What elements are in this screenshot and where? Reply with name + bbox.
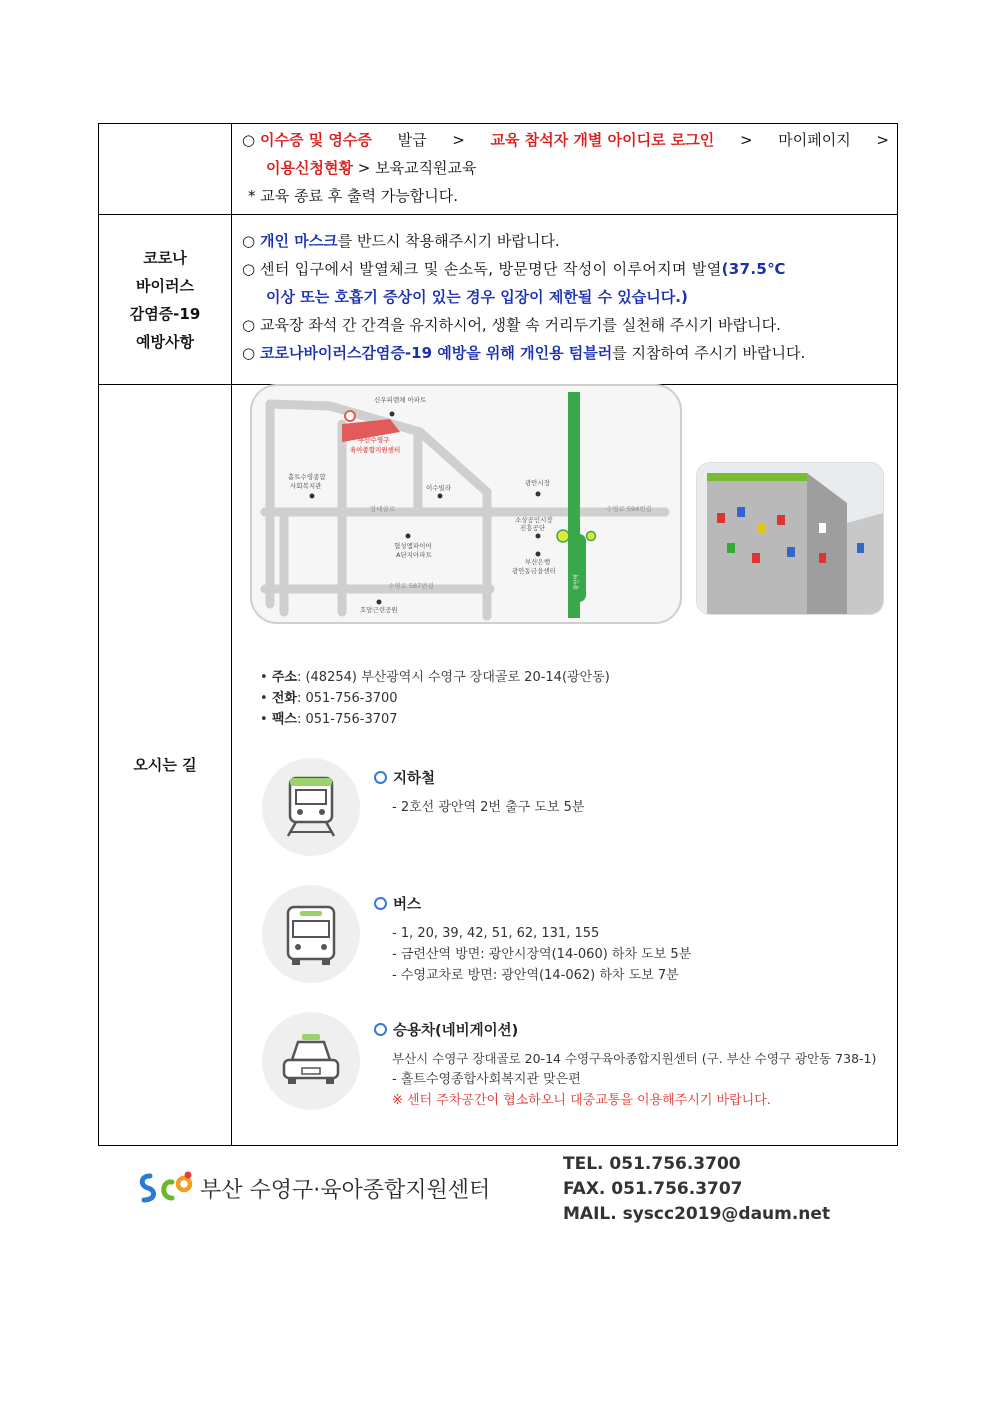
building-photo xyxy=(696,462,884,615)
address-label: 주소 xyxy=(271,670,297,685)
exit-2-icon xyxy=(557,530,569,542)
directions-label: 오시는 길 xyxy=(99,385,232,1146)
status-highlight: 이용신청현황 xyxy=(266,159,353,177)
arrow-sep: > xyxy=(357,159,371,177)
text-mypage: 마이페이지 xyxy=(778,131,851,149)
map-label-road: 수영로 594번길 xyxy=(606,505,652,513)
certificate-note: * 교육 종료 후 출력 가능합니다. xyxy=(248,187,458,205)
certificate-row xyxy=(99,124,898,215)
fax-label: 팩스 xyxy=(271,712,297,727)
map-label-bank: 부산은행 xyxy=(525,558,551,566)
subway-title-text: 지하철 xyxy=(393,771,436,787)
org-logo-icon xyxy=(138,1170,196,1210)
certificate-line-2 xyxy=(242,154,889,182)
parking-warning: ※ 센터 주차공간이 협소하오니 대중교통을 이용해주시기 바랍니다. xyxy=(392,1093,771,1108)
footer-fax: FAX. 051.756.3707 xyxy=(563,1179,743,1199)
bus-lines xyxy=(392,923,691,986)
text-staff-edu: 보육교직원교육 xyxy=(375,159,477,177)
corona-text: 를 반드시 착용해주시기 바랍니다. xyxy=(337,232,560,250)
corona-content xyxy=(232,215,898,385)
fax-line: • 팩스: 051-756-3707 xyxy=(260,712,398,727)
map-label-station: 광안역 xyxy=(574,574,580,590)
tumbler-highlight: 코로나바이러스감염증-19 예방을 위해 개인용 텀블러 xyxy=(260,344,613,362)
bullet-icon xyxy=(374,897,387,910)
certificate-line-1: ○ 이수증 및 영수증 발급 > 교육 참석자 개별 아이디로 로그인 > 마이페이지 > xyxy=(242,126,889,154)
map-label-road: 장대골로 xyxy=(370,505,396,513)
car-line: 부산시 수영구 장대골로 20-14 수영구육아종합지원센터 (구. 부산 수영구 광안동 738-1) xyxy=(392,1051,877,1066)
map-label-center: 부산수영구 xyxy=(358,436,390,444)
map-label-villa: 이수빌라 xyxy=(426,484,452,492)
mask-highlight: 개인 마스크 xyxy=(260,232,338,250)
car-line: - 홀트수영종합사회복지관 맞은편 xyxy=(392,1072,581,1087)
phone-line: • 전화: 051-756-3700 xyxy=(260,691,398,706)
subway-text: - 2호선 광안역 2번 출구 도보 5분 xyxy=(392,800,585,815)
org-name: 부산 수영구·육아종합지원센터 xyxy=(200,1178,491,1203)
corona-item-2-cont xyxy=(242,283,889,311)
corona-label xyxy=(99,215,232,385)
arrow-sep: > xyxy=(876,131,889,149)
bullet-icon xyxy=(374,1023,387,1036)
corona-label-line: 예방사항 xyxy=(136,332,194,351)
station-marker xyxy=(572,534,586,602)
corona-row xyxy=(99,215,898,385)
phone-value: : 051-756-3700 xyxy=(296,691,398,706)
bus-line: - 금련산역 방면: 광안시장역(14-060) 하차 도보 5분 xyxy=(392,947,692,962)
building-illustration xyxy=(697,463,883,614)
corona-label-line: 코로나 xyxy=(143,248,187,267)
corona-text: 를 지참하여 주시기 바랍니다. xyxy=(612,344,806,362)
arrow-sep: > xyxy=(452,131,465,149)
location-map xyxy=(250,384,682,624)
text-issue: 발급 xyxy=(397,131,427,149)
address-line: • 주소: (48254) 부산광역시 수영구 장대골로 20-14(광안동) xyxy=(260,670,610,685)
car-title-text: 승용차(네비게이션) xyxy=(393,1023,519,1039)
car-icon xyxy=(262,1012,360,1110)
map-label-welfare: 홀트수영종합 xyxy=(288,473,326,481)
map-label-apt2: A단지아파트 xyxy=(396,551,432,559)
fax-value: : 051-756-3707 xyxy=(296,712,398,727)
map-label-center: 육아종합지원센터 xyxy=(350,446,401,454)
map-label-sbiz: 진흥공단 xyxy=(520,524,546,532)
map-label-park: 호암근린공원 xyxy=(360,606,398,614)
corona-text: 센터 입구에서 발열체크 및 손소독, 방문명단 작성이 이루어지며 발열 xyxy=(260,260,722,278)
info-table xyxy=(98,123,898,1146)
corona-text: 교육장 좌석 간 간격을 유지하시어, 생활 속 거리두기를 실천해 주시기 바랍니다. xyxy=(260,316,781,334)
arrow-sep: > xyxy=(739,131,753,149)
bus-line: - 수영교차로 방면: 광안역(14-062) 하차 도보 7분 xyxy=(392,968,679,983)
map-label-welfare: 사회복지관 xyxy=(290,482,322,490)
map-svg xyxy=(250,384,682,624)
address-value: : (48254) 부산광역시 수영구 장대골로 20-14(광안동) xyxy=(296,670,610,685)
bus-icon xyxy=(262,885,360,983)
bus-title-text: 버스 xyxy=(393,897,422,913)
footer-mail: MAIL. syscc2019@daum.net xyxy=(563,1204,831,1224)
corona-item-2: ○ 센터 입구에서 발열체크 및 손소독, 방문명단 작성이 이루어지며 발열(37.5℃ xyxy=(242,260,786,278)
corona-item-1: ○ 개인 마스크를 반드시 착용해주시기 바랍니다. xyxy=(242,232,560,250)
certificate-content xyxy=(232,124,898,215)
corona-label-line: 감염증-19 xyxy=(129,304,201,323)
login-highlight: 교육 참석자 개별 아이디로 로그인 xyxy=(490,131,715,149)
map-label-apt: 신우피렌체 아파트 xyxy=(374,396,427,404)
map-label-bank: 광안동금융센터 xyxy=(512,567,556,575)
car-title xyxy=(374,1019,518,1040)
bus-line: - 1, 20, 39, 42, 51, 62, 131, 155 xyxy=(392,926,600,941)
corona-item-4: ○ 코로나바이러스감염증-19 예방을 위해 개인용 텀블러를 지참하여 주시기 바랍니다. xyxy=(242,344,806,362)
map-label-road: 수영로 587번길 xyxy=(388,582,434,590)
corona-label-line: 바이러스 xyxy=(136,276,194,295)
phone-label: 전화 xyxy=(271,691,297,706)
contact-info xyxy=(260,667,610,730)
certificate-label-cell xyxy=(99,124,232,215)
map-label-apt2: 협성엠파이어 xyxy=(394,542,432,550)
footer-contact xyxy=(563,1152,830,1227)
bus-title xyxy=(374,893,421,914)
map-label-sbiz: 소상공인시장 xyxy=(515,516,553,524)
car-lines xyxy=(392,1048,876,1111)
corona-item-3: ○ 교육장 좌석 간 간격을 유지하시어, 생활 속 거리두기를 실천해 주시기 바랍니다. xyxy=(242,316,781,334)
subway-icon xyxy=(262,758,360,856)
certificate-highlight: 이수증 및 영수증 xyxy=(260,131,372,149)
map-label-market: 광안시장 xyxy=(525,479,551,487)
fever-highlight: (37.5℃ xyxy=(721,260,786,278)
exit-1-icon xyxy=(587,532,596,541)
bullet-icon xyxy=(374,771,387,784)
subway-title xyxy=(374,767,435,788)
pin-icon xyxy=(345,411,355,421)
fever-highlight: 이상 또는 호흡기 증상이 있는 경우 입장이 제한될 수 있습니다.) xyxy=(266,288,688,306)
footer-tel: TEL. 051.756.3700 xyxy=(563,1154,741,1174)
